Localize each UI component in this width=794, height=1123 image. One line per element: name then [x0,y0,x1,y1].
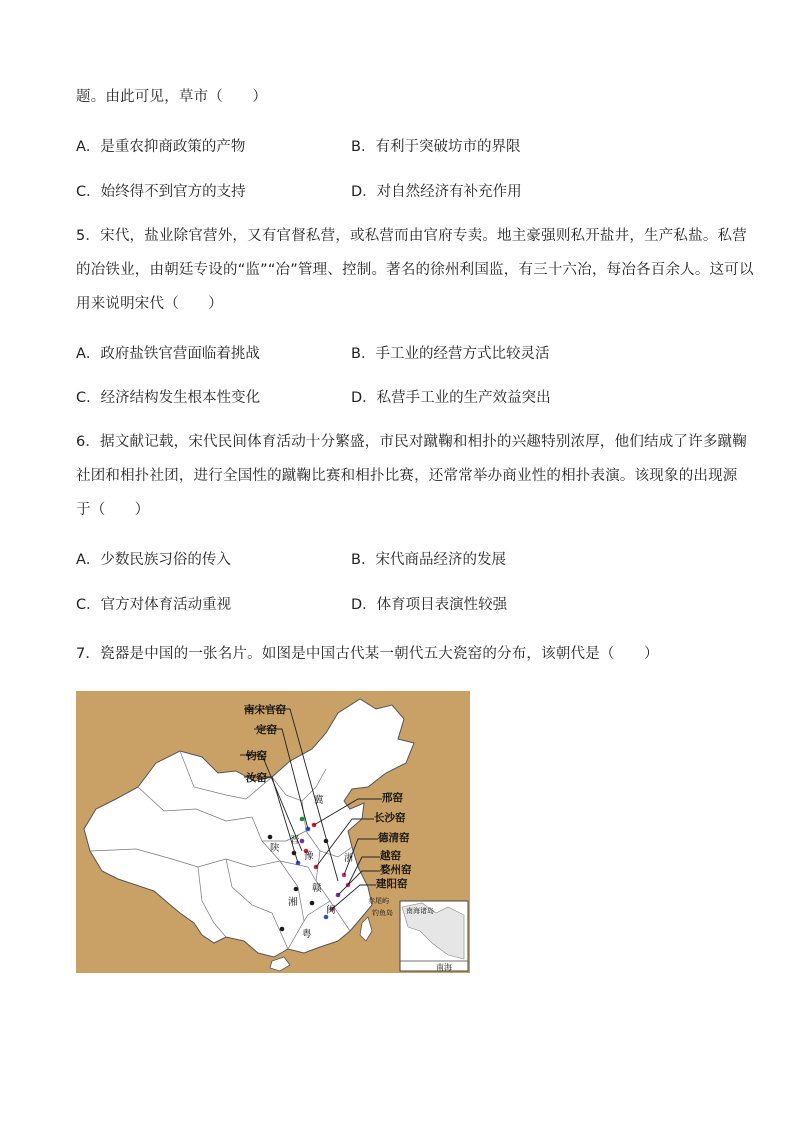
province-label-jin: 晋 [290,835,300,846]
q6-option-d: D．体育项目表演性较强 [351,597,508,613]
south-china-sea-inset [400,901,468,972]
kiln-dot [280,927,285,932]
inset-label-nanhai-zhudao: 南海诸岛 [406,907,434,915]
province-label-gan: 赣 [312,883,322,894]
kiln-dot [268,835,273,840]
q6-option-b: B．宋代商品经济的发展 [351,552,506,568]
q6-stem-line1: 6．据文献记载，宋代民间体育活动十分繁盛，市民对蹴鞠和相扑的兴趣特别浓厚，他们结成了许多蹴鞠 [76,434,747,450]
q4-option-d: D．对自然经济有补充作用 [351,184,522,200]
kiln-label-junyao: 钧窑 [246,750,267,762]
kiln-label-jianyangyao: 建阳窑 [376,878,408,890]
kiln-label-nansong-guanyao: 南宋官窑 [244,704,286,716]
q6-stem-line2: 社团和相扑社团，进行全国性的蹴鞠比赛和相扑比赛，还常常举办商业性的相扑表演。该现象的出现源 [76,468,738,484]
province-label-yue: 粤 [302,929,312,940]
q5-option-a: A．政府盐铁官营面临着挑战 [76,346,260,362]
kiln-label-ruyao: 汝窑 [246,772,267,784]
q4-option-c: C．始终得不到官方的支持 [76,184,246,200]
q6-stem-line3: 于（ ） [76,502,150,518]
inset-label-nanhai: 南海 [436,963,452,972]
province-label-zhe: 浙 [344,853,354,864]
island-label-chiweiyu: 赤尾屿 [368,897,389,905]
q5-option-d: D．私营手工业的生产效益突出 [351,390,551,406]
kiln-dot [310,901,315,906]
q4-option-a: A．是重农抑商政策的产物 [76,139,246,155]
kiln-label-yueyao: 越窑 [380,850,401,862]
q5-option-c: C．经济结构发生根本性变化 [76,390,261,406]
kiln-label-deqingyao: 德清窑 [378,832,410,844]
kiln-label-xingyao: 邢窑 [382,792,403,804]
q5-stem-line2: 的冶铁业，由朝廷专设的“监”“冶”管理、控制。著名的徐州利国监，有三十六冶，每冶各百余人。这可以 [76,262,754,278]
q6-option-c: C．官方对体育活动重视 [76,597,232,613]
province-label-min: 闽 [326,905,336,916]
kiln-dot [300,817,305,822]
province-label-xiang: 湘 [288,897,298,908]
kiln-dot [294,887,299,892]
kiln-distribution-map [76,691,470,973]
province-label-yu: 豫 [304,851,314,862]
q5-stem-line1: 5．宋代，盐业除官营外，又有官督私营，或私营而由官府专卖。地主豪强则私开盐井，生产私盐。私营 [76,228,747,244]
province-label-ji: 冀 [314,795,324,806]
kiln-label-changshayao: 长沙窑 [374,812,406,824]
q7-stem-line1: 7．瓷器是中国的一张名片。如图是中国古代某一朝代五大瓷窑的分布，该朝代是（ ） [76,646,659,662]
kiln-dot [300,839,305,844]
q4-stem-tail: 题。由此可见，草市（ ） [76,89,268,105]
province-label-shaan: 陕 [270,843,280,854]
q5-stem-line3: 用来说明宋代（ ） [76,296,223,312]
kiln-label-wuzhouyao: 婺州窑 [380,864,412,876]
island-label-diaoyudao: 钓鱼岛 [372,909,393,917]
q5-option-b: B．手工业的经营方式比较灵活 [351,346,550,362]
q6-option-a: A．少数民族习俗的传入 [76,552,231,568]
q4-option-b: B．有利于突破坊市的界限 [351,139,521,155]
kiln-label-dingyao: 定窑 [256,724,277,736]
